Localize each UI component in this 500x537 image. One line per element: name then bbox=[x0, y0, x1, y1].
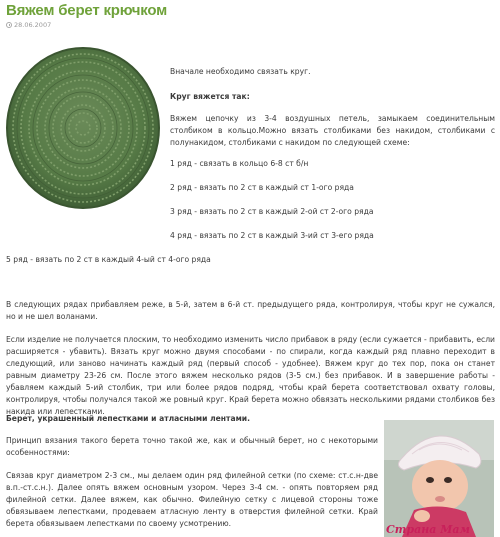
date-text: 28.06.2007 bbox=[14, 21, 52, 29]
para-next-rows: В следующих рядах прибавляем реже, в 5-й, затем в 6-й ст. предыдущего ряда, контролируя, чтобы круг не сужался, но и не шел воланами. bbox=[6, 300, 495, 321]
row-5: 5 ряд - вязать по 2 ст в каждый 4-ый ст 4-ого ряда bbox=[6, 255, 211, 264]
beret-photo bbox=[4, 44, 162, 212]
article-date bbox=[6, 21, 51, 29]
para-mesh: Связав круг диаметром 2-3 см., мы делаем один ряд филейной сетки (по схеме: ст.с.н-две в.п.-ст.с.н.). Далее опять вяжем основным узором. Через 3-4 см. - опять повторяем ряд филейной сетки. Далее вяжем, как обычно. Филейную сетку с лицевой стороны тоже обвязываем лепестками, продеваем атласную ленту в отверстия филейной сетки. Край берета обвязываем лепестками по своему усмотрению. bbox=[6, 471, 378, 528]
article-title[interactable]: Вяжем берет крючком bbox=[6, 2, 168, 19]
row-2: 2 ряд - вязать по 2 ст в каждый ст 1-ого ряда bbox=[170, 183, 354, 192]
clock-icon bbox=[6, 22, 12, 28]
para-principle: Принцип вязания такого берета точно такой же, как и обычный берет, но с некоторыми особенностями: bbox=[6, 436, 378, 457]
watermark-text: Страна Мам bbox=[386, 523, 470, 536]
intro-text: Вначале необходимо связать круг. bbox=[170, 67, 311, 76]
row-4: 4 ряд - вязать по 2 ст в каждый 3-ий ст 3-его ряда bbox=[170, 231, 374, 240]
row-1: 1 ряд - связать в кольцо 6-8 ст б/н bbox=[170, 159, 309, 168]
circle-heading: Круг вяжется так: bbox=[170, 92, 250, 101]
row-3: 3 ряд - вязать по 2 ст в каждый 2-ой ст 2-ого ряда bbox=[170, 207, 374, 216]
petals-heading: Берет, украшенный лепестками и атласными лентами. bbox=[6, 414, 250, 423]
circle-description: Вяжем цепочку из 3-4 воздушных петель, замыкаем соединительным столбиком в кольцо.Можно вязать столбиками без накидом, столбиками с полунакидом, столбиками с накидом по следующей схеме: bbox=[170, 114, 495, 147]
baby-photo bbox=[384, 420, 494, 537]
para-flat: Если изделие не получается плоским, то необходимо изменить число прибавок в ряду (если сужается - прибавить, если расширяется - убавить). Вязать круг можно двумя способами - по спирали, когда каждый ряд плавно переходит в следующий, или заново начинать каждый ряд (первый способ - удобнее). Вяжем круг до тех пор, пока он станет равным диаметру 23-26 см. После этого вяжем несколько рядов (3-5 см.) без прибавок. И в завершение работы - убавляем каждый 5-ий столбик, три или более рядов подряд, чтобы край берета соответствовал охвату головы, контролируя, чтобы получался такой же ровный круг. Край берета можно обвязать несколькими рядами столбиков без накида или лепестками. bbox=[6, 335, 495, 416]
